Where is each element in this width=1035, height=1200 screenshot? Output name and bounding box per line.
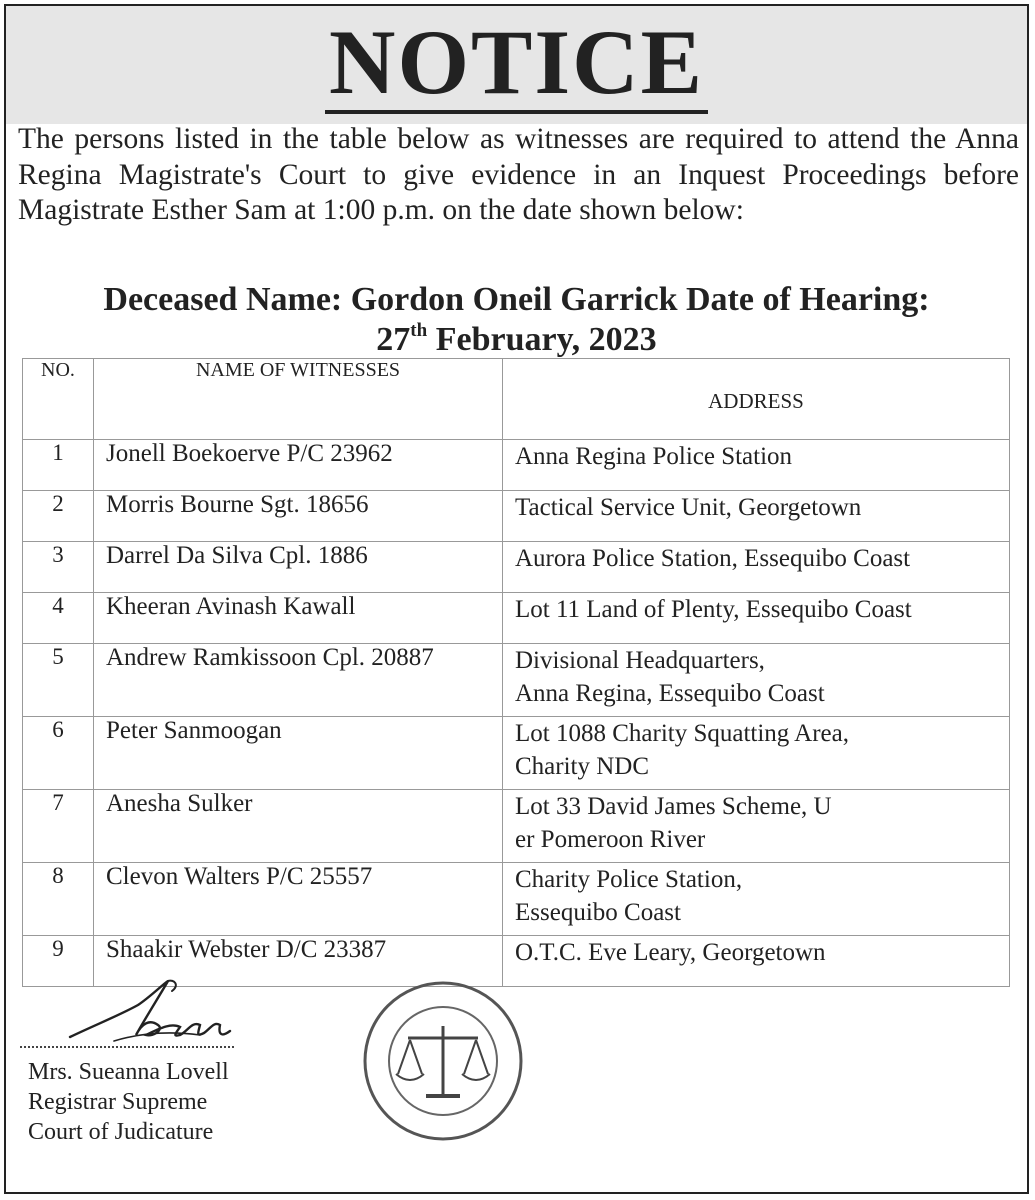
witness-no: 1	[23, 440, 94, 491]
witness-address-line: Lot 33 David James Scheme, U	[515, 793, 832, 820]
witness-address	[503, 542, 1010, 593]
signatory-block	[28, 1057, 229, 1147]
witness-name: Peter Sanmoogan	[94, 717, 503, 790]
witness-address-line: Divisional Headquarters,	[515, 647, 765, 674]
header-address: ADDRESS	[503, 359, 1010, 440]
header-no: NO.	[23, 359, 94, 440]
table-row	[23, 542, 1010, 593]
witness-no: 6	[23, 717, 94, 790]
intro-paragraph: The persons listed in the table below as witnesses are required to attend the Anna Regina Magistrate's Court to give evidence in an Inquest Proceedings before Magistrate Esther Sam at 1:00 p.m. on the date shown below:	[18, 123, 1019, 226]
table-row	[23, 491, 1010, 542]
witness-no: 9	[23, 936, 94, 987]
hearing-day-suffix: th	[410, 320, 428, 341]
witness-address-line: Essequibo Coast	[515, 899, 681, 926]
witness-address-line: Anna Regina Police Station	[515, 443, 793, 470]
witness-name: Darrel Da Silva Cpl. 1886	[94, 542, 503, 593]
registrar-seal-icon	[360, 978, 526, 1144]
witness-no: 4	[23, 593, 94, 644]
witness-address-line: Lot 11 Land of Plenty, Essequibo Coast	[515, 596, 912, 623]
table-row	[23, 863, 1010, 936]
witness-address	[503, 491, 1010, 542]
table-row	[23, 717, 1010, 790]
witness-name: Clevon Walters P/C 25557	[94, 863, 503, 936]
deceased-heading	[6, 280, 1027, 360]
witness-rows	[23, 440, 1010, 987]
witness-name: Anesha Sulker	[94, 790, 503, 863]
witness-no: 3	[23, 542, 94, 593]
table-header-row	[23, 359, 1010, 440]
witness-no: 8	[23, 863, 94, 936]
witness-address-line: Tactical Service Unit, Georgetown	[515, 494, 862, 521]
witness-name: Shaakir Webster D/C 23387	[94, 936, 503, 987]
signature-icon	[50, 975, 240, 1055]
witness-address-line: Anna Regina, Essequibo Coast	[515, 680, 825, 707]
witness-no: 2	[23, 491, 94, 542]
witness-address	[503, 863, 1010, 936]
table-row	[23, 790, 1010, 863]
header-name: NAME OF WITNESSES	[94, 359, 503, 440]
witness-address-line: O.T.C. Eve Leary, Georgetown	[515, 939, 826, 966]
witness-address-line: Lot 1088 Charity Squatting Area,	[515, 720, 849, 747]
signatory-title-1: Registrar Supreme	[28, 1089, 208, 1115]
witness-address	[503, 936, 1010, 987]
table-row	[23, 440, 1010, 491]
witness-address	[503, 790, 1010, 863]
hearing-date	[6, 320, 1027, 360]
witness-address	[503, 717, 1010, 790]
witness-name: Kheeran Avinash Kawall	[94, 593, 503, 644]
hearing-month-year: February, 2023	[427, 321, 657, 358]
signatory-name: Mrs. Sueanna Lovell	[28, 1059, 229, 1085]
witness-address	[503, 440, 1010, 491]
table-row	[23, 644, 1010, 717]
witness-address-line: Aurora Police Station, Essequibo Coast	[515, 545, 911, 572]
signatory-title-2: Court of Judicature	[28, 1119, 214, 1145]
signature-line	[20, 1046, 234, 1048]
witness-no: 7	[23, 790, 94, 863]
witness-name: Morris Bourne Sgt. 18656	[94, 491, 503, 542]
notice-title: NOTICE	[325, 14, 708, 114]
deceased-line: Deceased Name: Gordon Oneil Garrick Date of Hearing:	[103, 281, 930, 318]
witness-address-line: er Pomeroon River	[515, 826, 706, 853]
witness-name: Jonell Boekoerve P/C 23962	[94, 440, 503, 491]
hearing-day: 27	[376, 321, 411, 358]
notice-title-wrap	[6, 11, 1027, 114]
witness-table	[22, 358, 1010, 987]
table-row	[23, 593, 1010, 644]
witness-address-line: Charity NDC	[515, 753, 650, 780]
witness-no: 5	[23, 644, 94, 717]
witness-address-line: Charity Police Station,	[515, 866, 743, 893]
witness-address	[503, 593, 1010, 644]
witness-address	[503, 644, 1010, 717]
witness-name: Andrew Ramkissoon Cpl. 20887	[94, 644, 503, 717]
